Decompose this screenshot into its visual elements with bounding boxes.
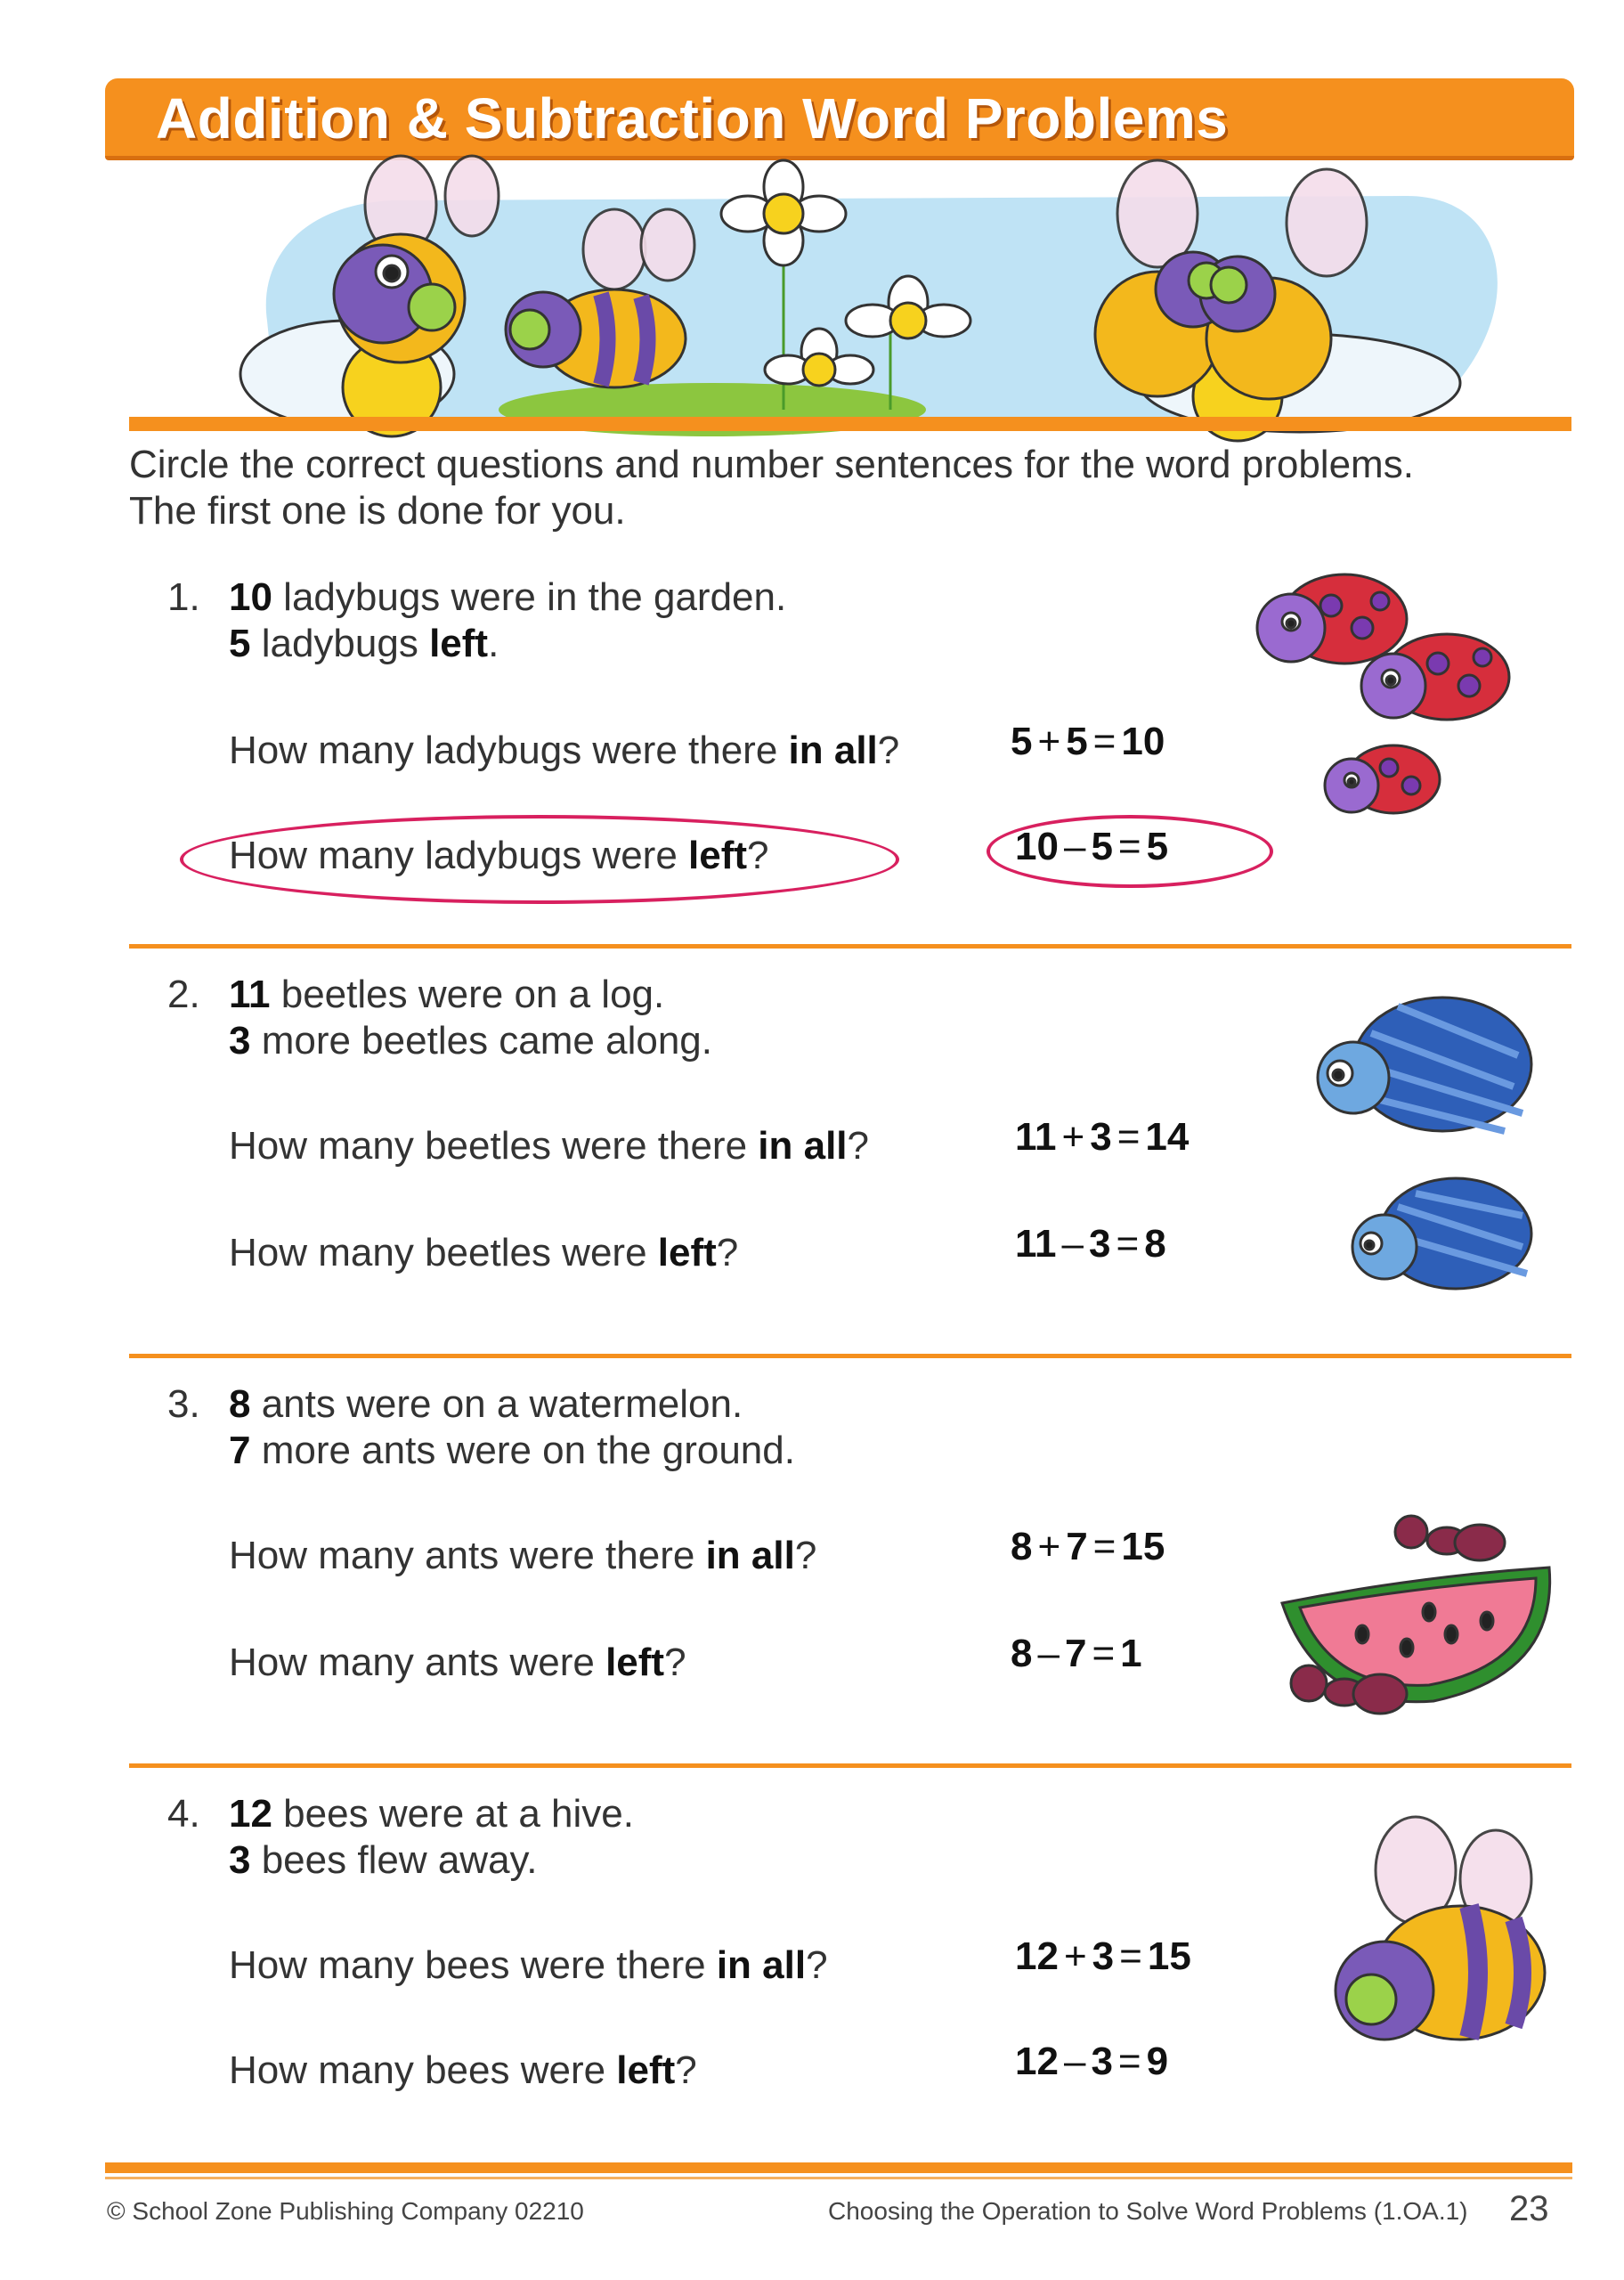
footer-divider xyxy=(105,2162,1572,2173)
beetles-illustration xyxy=(1300,980,1549,1318)
page-number: 23 xyxy=(1509,2189,1549,2228)
footer-copyright: © School Zone Publishing Company 02210 xyxy=(107,2197,584,2225)
problem-2-number: 2. xyxy=(167,973,200,1016)
problem-4-equation-add[interactable]: 12 + 3 = 15 xyxy=(1015,1934,1191,1978)
instructions-line-1: Circle the correct questions and number sentences for the word problems. xyxy=(129,443,1414,486)
ants-watermelon-illustration xyxy=(1238,1478,1576,1763)
problem-1-equation-add[interactable]: 5 + 5 = 10 xyxy=(1011,720,1165,763)
bees-and-flowers-illustration xyxy=(249,151,1514,419)
problem-4-equation-subtract[interactable]: 12 – 3 = 9 xyxy=(1015,2040,1169,2083)
problem-2-equation-subtract[interactable]: 11 – 3 = 8 xyxy=(1015,1222,1166,1266)
problem-2-line-2: 3 more beetles came along. xyxy=(229,1019,712,1063)
problem-divider xyxy=(129,944,1571,949)
problem-1-question-in-all[interactable]: How many ladybugs were there in all? xyxy=(229,729,900,772)
problem-3-line-2: 7 more ants were on the ground. xyxy=(229,1429,795,1472)
problem-2-question-left[interactable]: How many beetles were left? xyxy=(229,1231,739,1274)
problem-3-equation-add[interactable]: 8 + 7 = 15 xyxy=(1011,1525,1165,1568)
problem-2-question-in-all[interactable]: How many beetles were there in all? xyxy=(229,1124,870,1168)
problem-2-equation-add[interactable]: 11 + 3 = 14 xyxy=(1015,1115,1190,1159)
problem-1-equation-subtract[interactable]: 10 – 5 = 5 xyxy=(1015,825,1169,868)
problem-1-line-2: 5 ladybugs left. xyxy=(229,622,499,665)
instructions-line-2: The first one is done for you. xyxy=(129,489,626,533)
problem-3-line-1: 8 ants were on a watermelon. xyxy=(229,1382,743,1426)
bee-illustration xyxy=(1318,1817,1558,2066)
problem-4-question-in-all[interactable]: How many bees were there in all? xyxy=(229,1943,828,1987)
problem-3-question-left[interactable]: How many ants were left? xyxy=(229,1641,686,1684)
footer-topic: Choosing the Operation to Solve Word Problems (1.OA.1) xyxy=(828,2197,1468,2225)
problem-3-number: 3. xyxy=(167,1382,200,1426)
header-divider xyxy=(129,417,1571,431)
page-title: Addition & Subtraction Word Problems xyxy=(156,86,1229,151)
problem-3-question-in-all[interactable]: How many ants were there in all? xyxy=(229,1534,817,1577)
problem-4-number: 4. xyxy=(167,1792,200,1836)
ladybugs-illustration xyxy=(1246,552,1540,828)
problem-4-question-left[interactable]: How many bees were left? xyxy=(229,2048,697,2092)
problem-divider xyxy=(129,1763,1571,1768)
problem-1-question-left[interactable]: How many ladybugs were left? xyxy=(229,834,769,877)
problem-divider xyxy=(129,1354,1571,1358)
problem-1-number: 1. xyxy=(167,575,200,619)
problem-1-line-1: 10 ladybugs were in the garden. xyxy=(229,575,787,619)
problem-3-equation-subtract[interactable]: 8 – 7 = 1 xyxy=(1011,1632,1142,1675)
problem-4-line-2: 3 bees flew away. xyxy=(229,1838,538,1882)
problem-2-line-1: 11 beetles were on a log. xyxy=(229,973,665,1016)
footer-divider xyxy=(105,2177,1572,2179)
problem-4-line-1: 12 bees were at a hive. xyxy=(229,1792,634,1836)
